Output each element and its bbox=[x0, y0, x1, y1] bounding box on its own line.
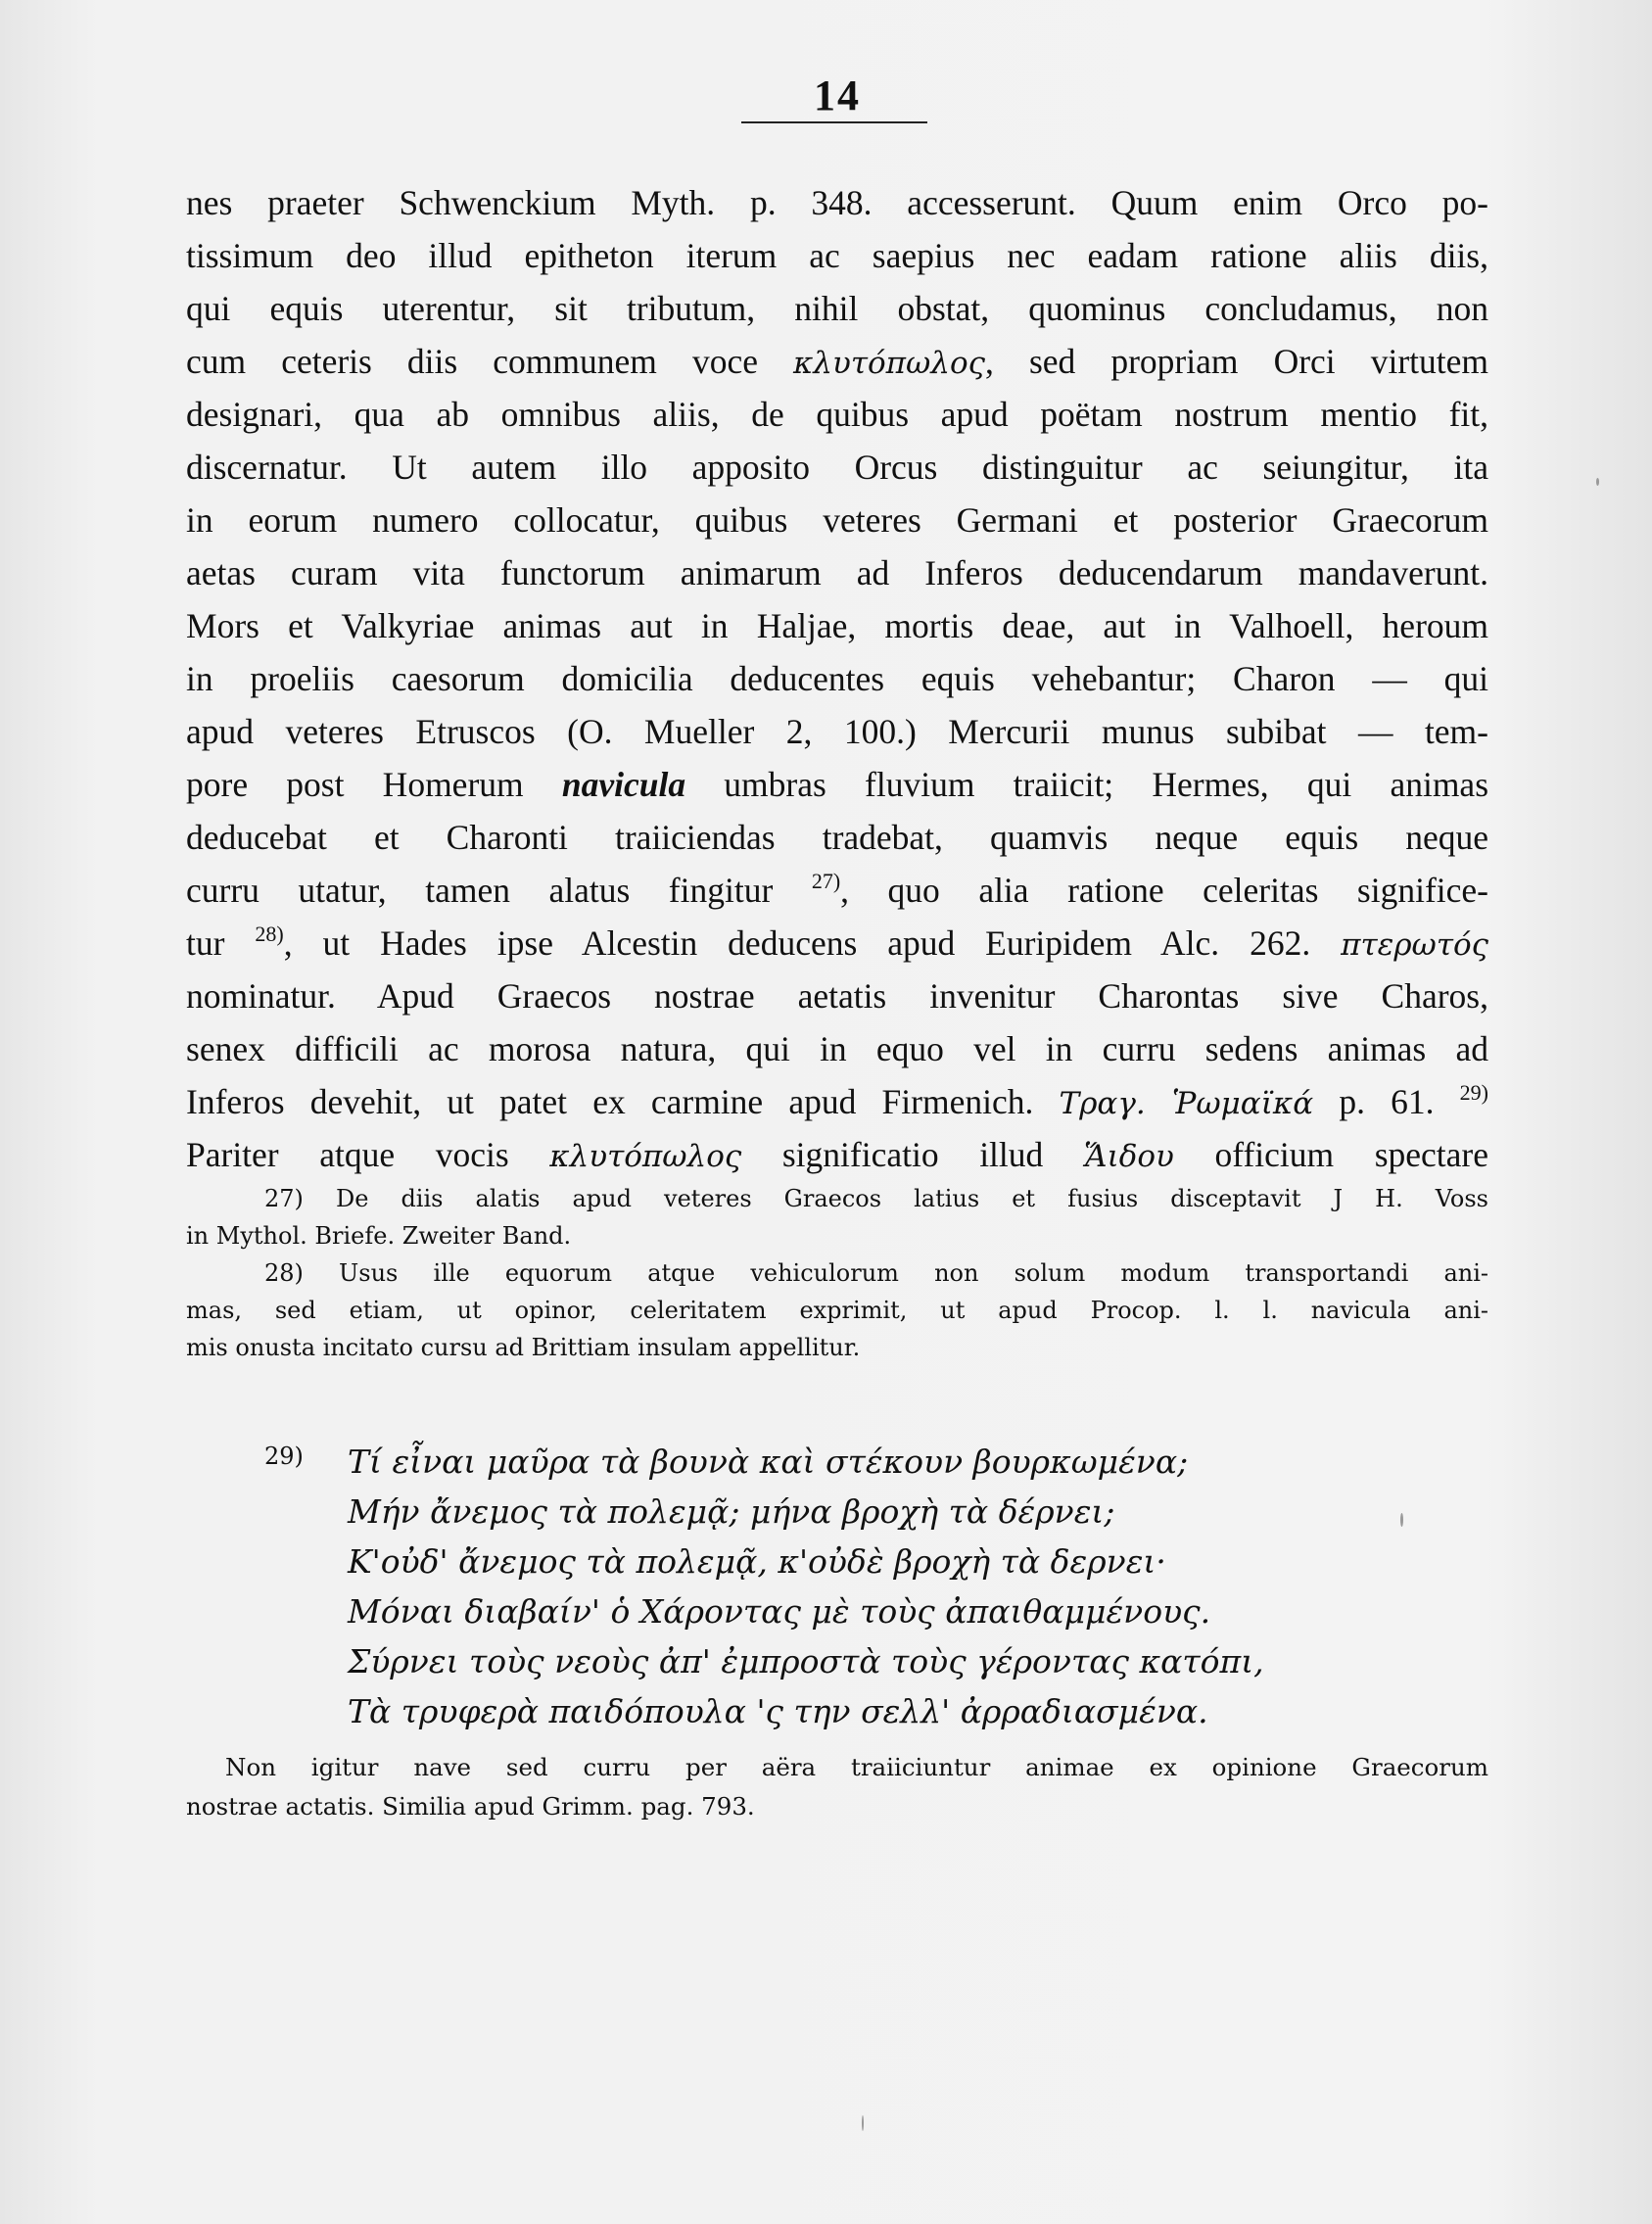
greek-word: κλυτόπωλος bbox=[793, 346, 986, 381]
footnote-ref: 28) bbox=[255, 922, 284, 946]
footnote-line: in Mythol. Briefe. Zweiter Band. bbox=[186, 1222, 572, 1250]
text-line: nominatur. Apud Graecos nostrae aetatis invenitur Charontas sive Charos, bbox=[186, 976, 1488, 1016]
text-span: officium spectare bbox=[1173, 1135, 1489, 1174]
poem-number: 29) bbox=[264, 1443, 304, 1470]
text-span: curru utatur, tamen alatus fingitur bbox=[186, 871, 812, 910]
note-line: Non igitur nave sed curru per aëra traiiciuntur animae ex opinione Graecorum bbox=[225, 1753, 1488, 1781]
page-number: 14 bbox=[814, 71, 861, 119]
footnote-ref: 29) bbox=[1459, 1080, 1488, 1105]
text-span: cum ceteris diis communem voce bbox=[186, 342, 794, 381]
text-line: in proeliis caesorum domicilia deducentes equis vehebantur; Charon — qui bbox=[186, 659, 1488, 698]
text-span: , sed propriam Orci virtutem bbox=[985, 342, 1488, 381]
greek-word: Τραγ. Ῥωμαϊκά bbox=[1059, 1086, 1314, 1121]
text-line bbox=[186, 1075, 1488, 1128]
text-line: tissimum deo illud epitheton iterum ac saepius nec eadam ratione aliis diis, bbox=[186, 236, 1488, 275]
text-line: aetas curam vita functorum animarum ad Inferos deducendarum mandaverunt. bbox=[186, 553, 1488, 592]
greek-poem bbox=[186, 1437, 1488, 1736]
text-line bbox=[186, 864, 1488, 917]
poem-line: Μόναι διαβαίν' ὁ Χάροντας μὲ τοὺς ἀπαιθαμμένους. bbox=[348, 1592, 1211, 1631]
paper-speck bbox=[1400, 1513, 1403, 1527]
text-line: senex difficili ac morosa natura, qui in equo vel in curru sedens animas ad bbox=[186, 1029, 1488, 1068]
footnote-line: 27) De diis alatis apud veteres Graecos latius et fusius disceptavit J H. Voss bbox=[264, 1185, 1488, 1212]
poem-line: Σύρνει τοὺς νεοὺς ἀπ' ἐμπροστὰ τοὺς γέροντας κατόπι, bbox=[348, 1642, 1264, 1680]
footnote-line: mis onusta incitato cursu ad Brittiam insulam appellitur. bbox=[186, 1334, 861, 1361]
text-span: umbras fluvium traiicit; Hermes, qui animas bbox=[685, 765, 1489, 804]
text-line: discernatur. Ut autem illo apposito Orcus distinguitur ac seiungitur, ita bbox=[186, 448, 1488, 487]
main-text bbox=[186, 176, 1488, 1181]
footnote-line: mas, sed etiam, ut opinor, celeritatem exprimit, ut apud Procop. l. l. navicula ani- bbox=[186, 1297, 1488, 1324]
text-line bbox=[186, 1128, 1488, 1181]
text-span: tur bbox=[186, 923, 256, 963]
text-span: Inferos devehit, ut patet ex carmine apud Firmenich. bbox=[186, 1082, 1060, 1121]
poem-line: Μήν ἄνεμος τὰ πολεμᾷ; μήνα βροχὴ τὰ δέρνει; bbox=[348, 1492, 1115, 1531]
greek-word: πτερωτός bbox=[1341, 927, 1488, 963]
text-span: , ut Hades ipse Alcestin deducens apud Euripidem Alc. 262. bbox=[283, 923, 1342, 963]
post-poem-note bbox=[186, 1748, 1488, 1826]
text-line: qui equis uterentur, sit tributum, nihil obstat, quominus concludamus, non bbox=[186, 289, 1488, 328]
text-span: pore post Homerum bbox=[186, 765, 562, 804]
greek-word: κλυτόπωλος bbox=[549, 1139, 742, 1174]
text-line: deducebat et Charonti traiiciendas tradebat, quamvis neque equis neque bbox=[186, 818, 1488, 857]
text-line: in eorum numero collocatur, quibus veteres Germani et posterior Graecorum bbox=[186, 500, 1488, 540]
footnote-ref: 27) bbox=[811, 869, 841, 893]
text-span: , quo alia ratione celeritas significe- bbox=[840, 871, 1488, 910]
emphasis-word: navicula bbox=[561, 765, 686, 804]
text-span: p. 61. bbox=[1313, 1082, 1460, 1121]
text-line bbox=[186, 335, 1488, 388]
text-line: nes praeter Schwenckium Myth. p. 348. accesserunt. Quum enim Orco po- bbox=[186, 183, 1488, 222]
page-number-rule bbox=[741, 121, 927, 123]
text-line: Mors et Valkyriae animas aut in Haljae, mortis deae, aut in Valhoell, heroum bbox=[186, 606, 1488, 645]
text-line: apud veteres Etruscos (O. Mueller 2, 100.) Mercurii munus subibat — tem- bbox=[186, 712, 1488, 751]
poem-line: Κ'οὐδ' ἄνεμος τὰ πολεμᾷ, κ'οὐδὲ βροχὴ τὰ δερνει· bbox=[348, 1542, 1166, 1581]
footnotes bbox=[186, 1180, 1488, 1366]
paper-speck bbox=[1596, 478, 1599, 486]
text-span: Pariter atque vocis bbox=[186, 1135, 550, 1174]
text-line bbox=[186, 917, 1488, 970]
text-line: designari, qua ab omnibus aliis, de quibus apud poëtam nostrum mentio fit, bbox=[186, 395, 1488, 434]
note-line: nostrae actatis. Similia apud Grimm. pag. 793. bbox=[186, 1792, 755, 1821]
footnote-line: 28) Usus ille equorum atque vehiculorum non solum modum transportandi ani- bbox=[264, 1259, 1488, 1287]
paper-speck bbox=[862, 2115, 864, 2131]
poem-line: Τί εἶναι μαῦρα τὰ βουνὰ καὶ στέκουν βουρκωμένα; bbox=[348, 1443, 1189, 1481]
poem-line: Τὰ τρυφερὰ παιδόπουλα 'ς την σελλ' ἀρραδιασμένα. bbox=[348, 1692, 1208, 1730]
greek-word: Ἅιδου bbox=[1083, 1139, 1174, 1174]
text-span: significatio illud bbox=[741, 1135, 1084, 1174]
text-line bbox=[186, 758, 1488, 811]
